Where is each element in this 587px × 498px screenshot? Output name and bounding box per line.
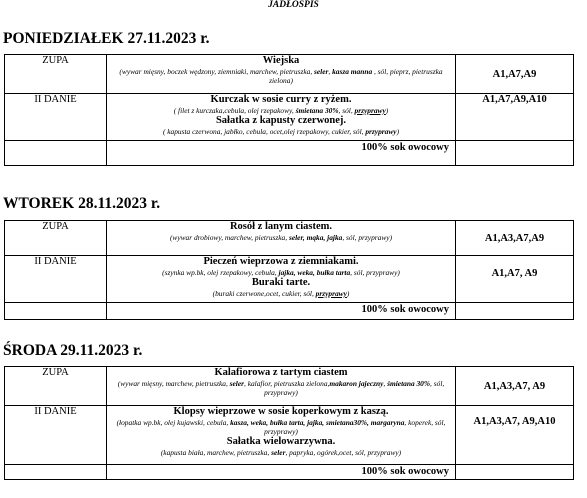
day-heading-wednesday: ŚRODA 29.11.2023 r. [3, 342, 143, 359]
dish-name: Kalafiorowa z tartym ciastem [214, 367, 348, 378]
ingredient-segment: , [383, 379, 388, 388]
meal-type: II DANIE [5, 406, 107, 465]
ingredient-segment: przyprawy [354, 106, 386, 115]
soup-row [5, 367, 574, 406]
ingredient-segment: kasza, weka, bułka tarta, jajka, smietana30%, margaryna [230, 418, 405, 427]
ingredient-segment: ( kapusta czerwona, jabłko, cebula, ocet,olej rzepakowy, cukier, sól, [162, 127, 366, 136]
main-row [5, 256, 574, 303]
dish-name: Kurczak w sosie curry z ryżem. [210, 94, 352, 105]
menu-table-wednesday [4, 366, 574, 480]
ingredient-segment: śmietana 30% [387, 379, 431, 388]
main-row [5, 406, 574, 465]
allergens: A1,A7,A9,A10 [456, 94, 574, 141]
dish-name: Klopsy wieprzowe w sosie koperkowym z kaszą. [173, 406, 389, 417]
dish-name: Sałatka z kapusty czerwonej. [215, 115, 347, 126]
main-description [107, 256, 456, 303]
soup-description [107, 55, 456, 94]
ingredient-segment: seler [229, 379, 245, 388]
allergens: A1,A7, A9 [456, 256, 574, 303]
soup-row [5, 55, 574, 94]
ingredient-segment: jajka, weka, bułka tarta [278, 268, 351, 277]
soup-row [5, 221, 574, 256]
menu-table-tuesday [4, 220, 574, 320]
dish-name: Buraki tarte. [251, 277, 311, 288]
ingredient-segment: , papryka, ogórek,ocet, sól, przyprawy) [285, 448, 402, 457]
day-heading-monday: PONIEDZIAŁEK 27.11.2023 r. [3, 30, 210, 47]
menu-table-monday [4, 54, 574, 166]
ingredient-segment: (wywar mięsny, boczek wędzony, ziemniaki, marchew, pietruszka, [119, 67, 315, 76]
drink-row [5, 141, 574, 166]
ingredient-segment: seler, mąka, jajka [288, 233, 343, 242]
ingredients [107, 106, 455, 115]
soup-description [107, 221, 456, 256]
ingredients [107, 268, 455, 277]
ingredient-segment: , [328, 67, 333, 76]
ingredients [107, 448, 455, 457]
ingredient-segment: , sól, przyprawy) [350, 268, 400, 277]
day-heading-tuesday: WTOREK 28.11.2023 r. [3, 195, 161, 212]
dish-name: Pieczeń wieprzowa z ziemniakami. [203, 256, 359, 267]
drink: 100% sok owocowy [107, 465, 456, 480]
allergens: A1,A3,A7,A9 [456, 221, 574, 256]
dish-name: Sałatka wielowarzywna. [226, 436, 336, 447]
ingredient-segment: ) [346, 289, 350, 298]
meal-type: II DANIE [5, 256, 107, 303]
ingredients [107, 233, 455, 242]
ingredient-segment: seler [314, 67, 329, 76]
ingredient-segment: makaron jajeczny [329, 379, 384, 388]
meal-type: II DANIE [5, 94, 107, 141]
ingredient-segment: , sól, przyprawy) [342, 233, 393, 242]
meal-type: ZUPA [5, 55, 107, 94]
page-title: JADŁOSPIS [268, 0, 319, 10]
ingredients [107, 418, 455, 436]
ingredient-segment: ( filet z kurczaka,cebula, olej rzepakowy, [173, 106, 296, 115]
main-description [107, 94, 456, 141]
ingredient-segment: (wywar mięsny, marchew, pietruszka, [117, 379, 230, 388]
meal-type: ZUPA [5, 367, 107, 406]
ingredient-segment: ) [396, 127, 400, 136]
ingredient-segment: (wywar drobiowy, marchew, pietruszka, [169, 233, 289, 242]
drink: 100% sok owocowy [107, 141, 456, 166]
drink-row [5, 465, 574, 480]
soup-description [107, 367, 456, 406]
dish-name: Wiejska [262, 55, 300, 66]
ingredient-segment: , koperek, sól, przyprawy) [264, 418, 446, 436]
ingredient-segment: (łopatka wp.bk, olej kujawski, cebula, [116, 418, 231, 427]
dish-name: Rosół z lanym ciastem. [229, 221, 333, 232]
drink-row [5, 303, 574, 320]
ingredient-segment: , kalafior, pietruszka zielona, [244, 379, 330, 388]
ingredients [107, 289, 455, 298]
ingredient-segment: (kapusta biała, marchew, pietruszka, [160, 448, 272, 457]
ingredients [107, 67, 455, 85]
ingredients [107, 127, 455, 136]
main-row [5, 94, 574, 141]
ingredients [107, 379, 455, 397]
ingredient-segment: , sól, [338, 106, 355, 115]
ingredient-segment: seler [271, 448, 286, 457]
meal-type: ZUPA [5, 221, 107, 256]
allergens: A1,A7,A9 [456, 55, 574, 94]
ingredient-segment: (szynka wp.bk, olej rzepakowy, cebula, [162, 268, 279, 277]
ingredient-segment: ) [385, 106, 389, 115]
main-description [107, 406, 456, 465]
ingredient-segment: śmietana 30% [295, 106, 339, 115]
allergens: A1,A3,A7, A9 [456, 367, 574, 406]
drink: 100% sok owocowy [107, 303, 456, 320]
ingredient-segment: kasza manna [332, 67, 373, 76]
ingredient-segment: , sól, pieprz, pietruszka zielona) [269, 67, 443, 85]
ingredient-segment: , sól, przyprawy) [264, 379, 445, 397]
ingredient-segment: przyprawy [315, 289, 347, 298]
ingredient-segment: (buraki czerwone,ocet, cukier, sól, [212, 289, 316, 298]
allergens: A1,A3,A7, A9,A10 [456, 406, 574, 465]
ingredient-segment: przyprawy [365, 127, 397, 136]
